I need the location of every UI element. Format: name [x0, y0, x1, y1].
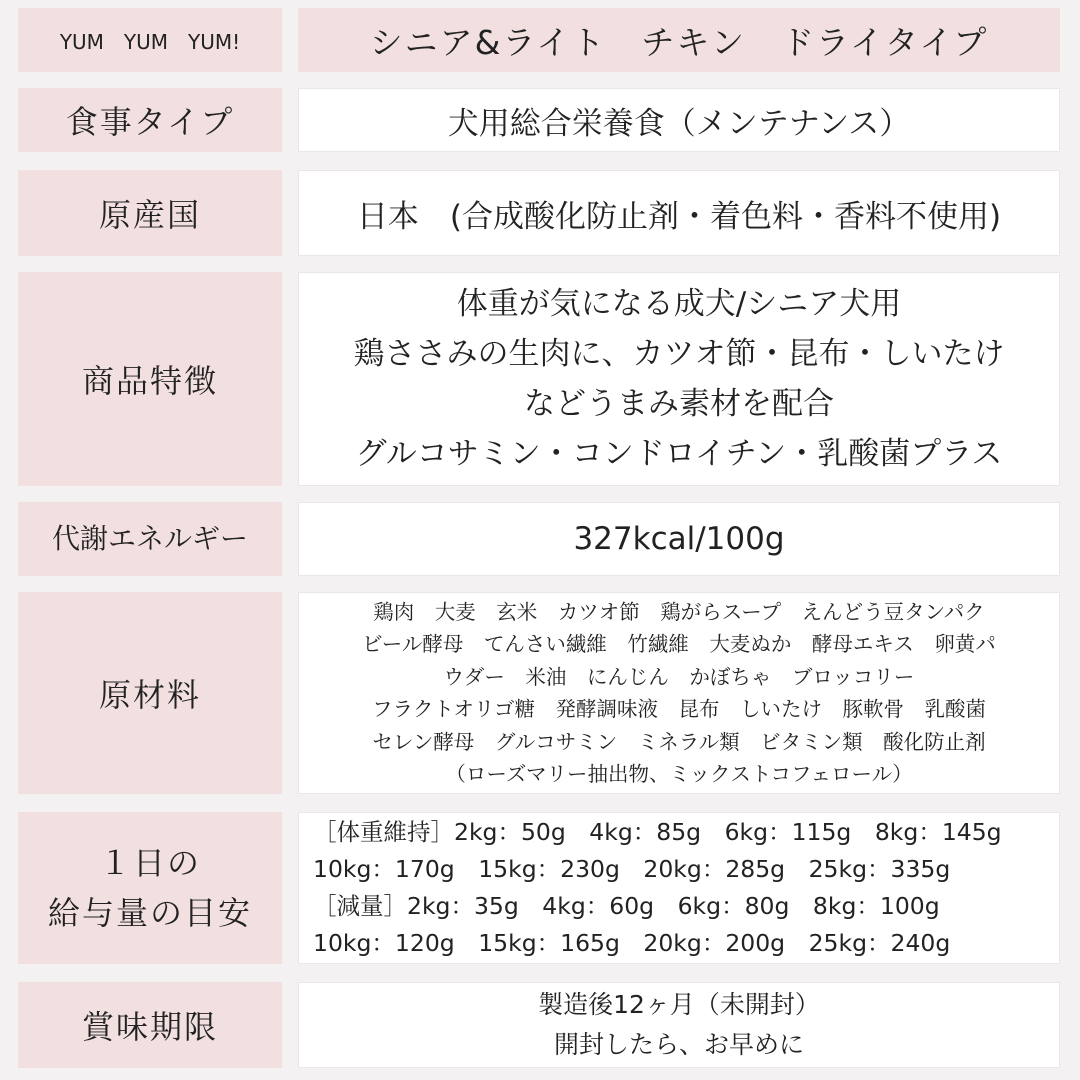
- energy-label-cell: [18, 502, 282, 576]
- origin-value-cell: [298, 170, 1060, 256]
- meal-type-value: 犬用総合栄養食（メンテナンス）: [447, 105, 911, 142]
- ingredients-value-cell: [298, 592, 1060, 794]
- ingredients-line: （ローズマリー抽出物、ミックストコフェロール）: [445, 762, 913, 786]
- ingredients-line: セレン酵母 グルコサミン ミネラル類 ビタミン類 酸化防止剤: [372, 729, 986, 754]
- features-label: 商品特徴: [81, 362, 218, 400]
- ingredients-line: 鶏肉 大麦 玄米 カツオ節 鶏がらスープ えんどう豆タンパク: [373, 599, 985, 624]
- product-name-cell: [298, 8, 1060, 72]
- feeding-label-line2: 給与量の目安: [47, 894, 252, 932]
- ingredients-label: 原材料: [98, 676, 201, 714]
- features-line: などうまみ素材を配合: [524, 386, 834, 422]
- features-label-cell: [18, 272, 282, 486]
- origin-label-cell: [18, 170, 282, 256]
- ingredients-label-cell: [18, 592, 282, 794]
- ingredients-line: ウダー 米油 にんじん かぼちゃ ブロッコリー: [443, 664, 915, 689]
- meal-type-label-cell: [18, 88, 282, 152]
- expiry-label: 賞味期限: [81, 1008, 218, 1046]
- features-line: 体重が気になる成犬/シニア犬用: [456, 286, 902, 322]
- brand-name: YUM YUM YUM!: [59, 29, 241, 54]
- features-value-cell: [298, 272, 1060, 486]
- origin-label: 原産国: [98, 196, 201, 234]
- features-line: グルコサミン・コンドロイチン・乳酸菌プラス: [355, 436, 1003, 472]
- meal-type-value-cell: [298, 88, 1060, 152]
- ingredients-line: ビール酵母 てんさい繊維 竹繊維 大麦ぬか 酵母エキス 卵黄パ: [362, 632, 996, 656]
- feeding-line: 10kg：120g 15kg：165g 20kg：200g 25kg：240g: [313, 929, 951, 957]
- product-name: シニア&ライト チキン ドライタイプ: [369, 22, 989, 62]
- energy-label: 代謝エネルギー: [51, 522, 248, 555]
- meal-type-label: 食事タイプ: [65, 103, 235, 141]
- feeding-value-cell: [298, 812, 1060, 964]
- expiry-value-cell: [298, 982, 1060, 1068]
- expiry-line: 開封したら、お早めに: [553, 1030, 804, 1059]
- feeding-line: ［体重維持］2kg：50g 4kg：85g 6kg：115g 8kg：145g: [313, 818, 1002, 846]
- feeding-line: 10kg：170g 15kg：230g 20kg：285g 25kg：335g: [313, 855, 951, 883]
- feeding-label-cell: [18, 812, 282, 964]
- expiry-line: 製造後12ヶ月（未開封）: [538, 990, 820, 1019]
- feeding-label-line1: １日の: [98, 844, 201, 882]
- energy-value: 327kcal/100g: [573, 521, 785, 557]
- ingredients-line: フラクトオリゴ糖 発酵調味液 昆布 しいたけ 豚軟骨 乳酸菌: [372, 697, 986, 721]
- expiry-label-cell: [18, 982, 282, 1068]
- energy-value-cell: [298, 502, 1060, 576]
- brand-label-cell: [18, 8, 282, 72]
- feeding-line: ［減量］2kg：35g 4kg：60g 6kg：80g 8kg：100g: [313, 892, 940, 920]
- origin-value: 日本 (合成酸化防止剤・着色料・香料不使用): [356, 198, 1002, 235]
- features-line: 鶏ささみの生肉に、カツオ節・昆布・しいたけ: [353, 336, 1005, 372]
